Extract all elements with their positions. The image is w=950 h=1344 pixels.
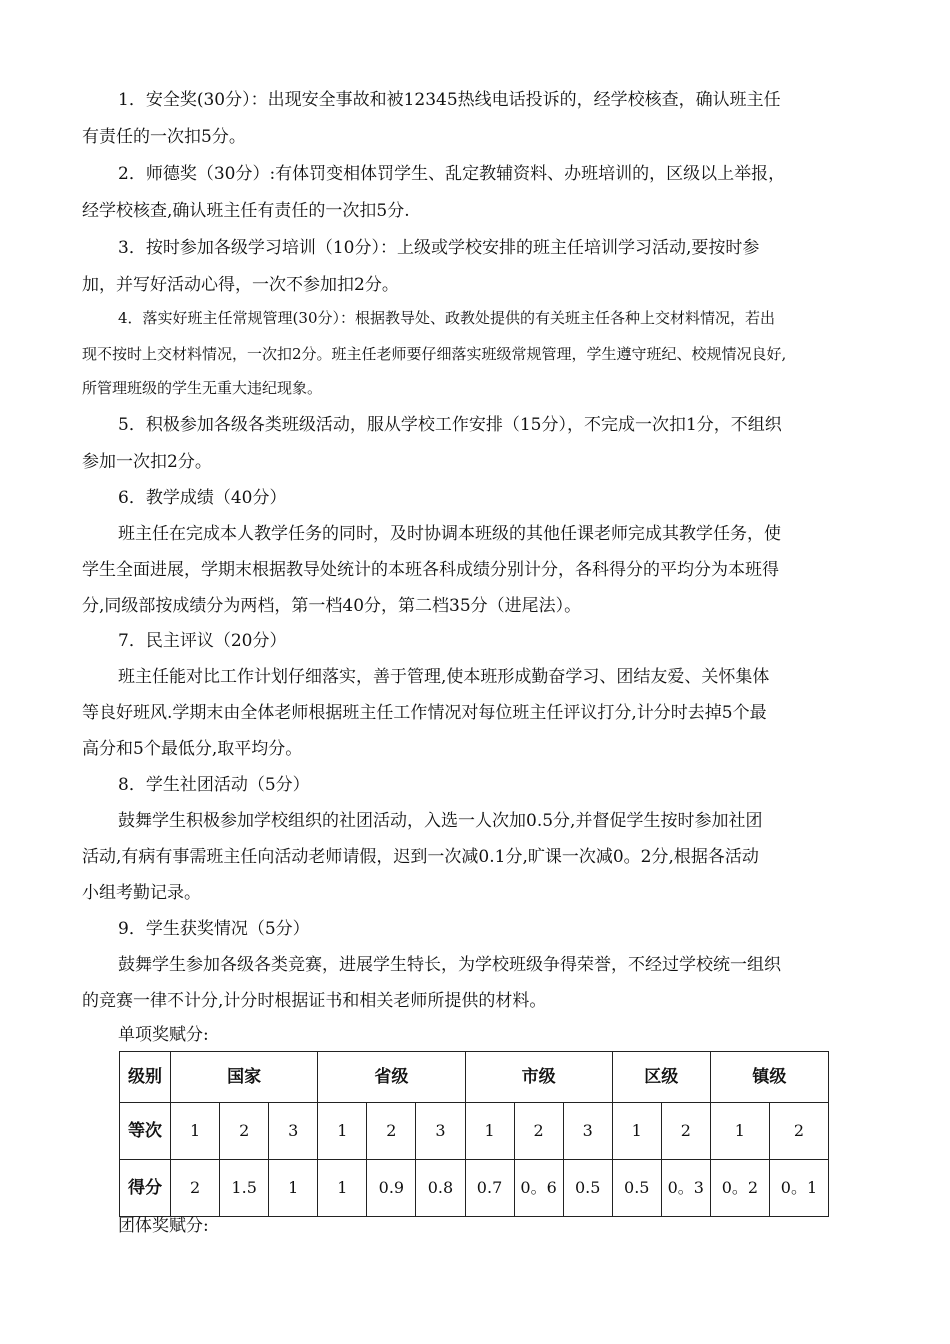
rank-cell: 3 [416,1103,465,1160]
rank-cell: 1 [612,1103,661,1160]
table-row-ranks [120,1103,829,1160]
score-cell: 1 [269,1160,318,1217]
level-city: 市级 [465,1052,612,1103]
item-7-line-3: 高分和5个最低分,取平均分。 [82,739,303,759]
item-8-line-2: 活动,有病有事需班主任向活动老师请假，迟到一次减0.1分,旷课一次减0。2分,根据各活动 [82,847,759,867]
score-cell: 0。6 [514,1160,563,1217]
score-cell: 0。2 [710,1160,769,1217]
item-7-line-1: 班主任能对比工作计划仔细落实，善于管理,使本班形成勤奋学习、团结友爱、关怀集体 [118,667,770,687]
item-9-title: 9．学生获奖情况（5分） [118,919,310,939]
item-6-title: 6．教学成绩（40分） [118,488,287,508]
rank-cell: 3 [269,1103,318,1160]
item-3-line-1: 3．按时参加各级学习培训（10分）：上级或学校安排的班主任培训学习活动,要按时参 [118,238,760,258]
rank-cell: 1 [465,1103,514,1160]
item-2-line-2: 经学校核查,确认班主任有责任的一次扣5分. [82,201,410,221]
rank-cell: 1 [171,1103,220,1160]
single-award-label: 单项奖赋分: [118,1025,209,1045]
item-9-line-2: 的竞赛一律不计分,计分时根据证书和相关老师所提供的材料。 [82,991,547,1011]
item-4-line-1: 4．落实好班主任常规管理(30分）：根据教导处、政教处提供的有关班主任各种上交材料情况，若出 [118,309,775,327]
table-row-levels [120,1052,829,1103]
level-header-cell: 级别 [120,1052,171,1103]
item-4-line-2: 现不按时上交材料情况，一次扣2分。班主任老师要仔细落实班级常规管理，学生遵守班纪、校规情况良好, [82,345,787,363]
level-district: 区级 [612,1052,710,1103]
rank-cell: 3 [563,1103,612,1160]
item-5-line-1: 5．积极参加各级各类班级活动，服从学校工作安排（15分），不完成一次扣1分，不组织 [118,415,782,435]
level-town: 镇级 [710,1052,828,1103]
score-cell: 1 [318,1160,367,1217]
item-7-line-2: 等良好班风.学期末由全体老师根据班主任工作情况对每位班主任评议打分,计分时去掉5个最 [82,703,767,723]
item-1-line-1: 1．安全奖(30分）：出现安全事故和被12345热线电话投诉的，经学校核查，确认班主任 [118,90,781,110]
item-3-line-2: 加，并写好活动心得，一次不参加扣2分。 [82,275,399,295]
score-header-cell: 得分 [120,1160,171,1217]
item-2-line-1: 2．师德奖（30分）:有体罚变相体罚学生、乱定教辅资料、办班培训的，区级以上举报， [118,164,786,184]
item-7-title: 7．民主评议（20分） [118,631,287,651]
item-5-line-2: 参加一次扣2分。 [82,452,212,472]
team-award-label: 团体奖赋分: [118,1216,209,1236]
rank-cell: 2 [514,1103,563,1160]
level-provincial: 省级 [318,1052,465,1103]
score-cell: 0。3 [661,1160,710,1217]
level-national: 国家 [171,1052,318,1103]
score-cell: 2 [171,1160,220,1217]
score-cell: 0.7 [465,1160,514,1217]
item-6-line-2: 学生全面进展，学期末根据教导处统计的本班各科成绩分别计分，各科得分的平均分为本班得 [82,560,779,580]
score-cell: 0.5 [563,1160,612,1217]
item-9-line-1: 鼓舞学生参加各级各类竞赛，进展学生特长，为学校班级争得荣誉，不经过学校统一组织 [118,955,781,975]
item-4-line-3: 所管理班级的学生无重大违纪现象。 [82,379,323,397]
score-cell: 0.8 [416,1160,465,1217]
item-1-line-2: 有责任的一次扣5分。 [82,127,246,147]
score-cell: 0.9 [367,1160,416,1217]
item-8-line-3: 小组考勤记录。 [82,883,201,903]
score-cell: 0.5 [612,1160,661,1217]
award-score-table [119,1051,829,1217]
rank-cell: 1 [710,1103,769,1160]
item-6-line-3: 分,同级部按成绩分为两档，第一档40分，第二档35分（进尾法）。 [82,596,582,616]
rank-cell: 2 [661,1103,710,1160]
score-cell: 1.5 [220,1160,269,1217]
item-8-line-1: 鼓舞学生积极参加学校组织的社团活动，入选一人次加0.5分,并督促学生按时参加社团 [118,811,763,831]
rank-cell: 2 [220,1103,269,1160]
score-cell: 0。1 [769,1160,828,1217]
rank-cell: 1 [318,1103,367,1160]
item-6-line-1: 班主任在完成本人教学任务的同时，及时协调本班级的其他任课老师完成其教学任务，使 [118,524,781,544]
rank-cell: 2 [769,1103,828,1160]
rank-header-cell: 等次 [120,1103,171,1160]
item-8-title: 8．学生社团活动（5分） [118,775,310,795]
rank-cell: 2 [367,1103,416,1160]
